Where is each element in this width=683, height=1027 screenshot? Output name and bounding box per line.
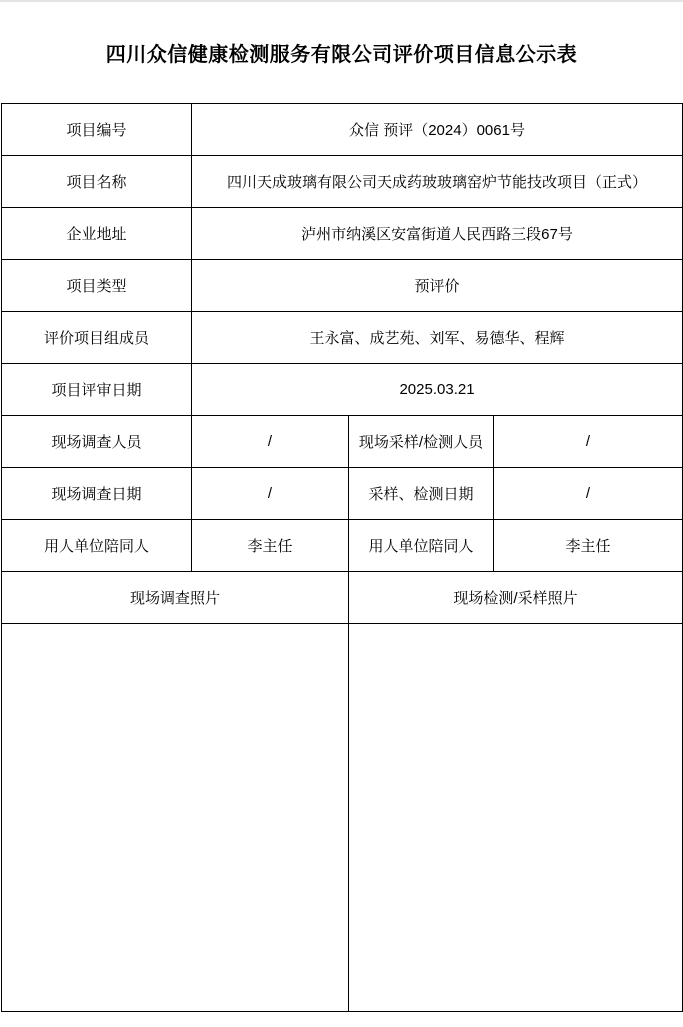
review-date-label: 项目评审日期 xyxy=(2,364,192,416)
evaluation-team-label: 评价项目组成员 xyxy=(2,312,192,364)
table-row-company-address xyxy=(2,208,683,260)
table-row-photo-area xyxy=(2,624,683,1012)
project-number-value: 众信 预评（2024）0061号 xyxy=(192,104,683,156)
sampling-date-label: 采样、检测日期 xyxy=(349,468,494,520)
project-name-label: 项目名称 xyxy=(2,156,192,208)
site-survey-date-value: / xyxy=(192,468,349,520)
employer-escort-label-1: 用人单位陪同人 xyxy=(2,520,192,572)
sampling-photos-area xyxy=(349,624,683,1012)
page-title: 四川众信健康检测服务有限公司评价项目信息公示表 xyxy=(105,44,578,66)
project-info-table xyxy=(1,103,683,1012)
project-name-value: 四川天成玻璃有限公司天成药玻玻璃窑炉节能技改项目（正式） xyxy=(192,156,683,208)
employer-escort-label-2: 用人单位陪同人 xyxy=(349,520,494,572)
table-row-review-date xyxy=(2,364,683,416)
review-date-value: 2025.03.21 xyxy=(192,364,683,416)
company-address-value: 泸州市纳溪区安富街道人民西路三段67号 xyxy=(192,208,683,260)
project-number-label: 项目编号 xyxy=(2,104,192,156)
employer-escort-value-2: 李主任 xyxy=(494,520,683,572)
employer-escort-value-1: 李主任 xyxy=(192,520,349,572)
table-row-project-number xyxy=(2,104,683,156)
table-row-project-name xyxy=(2,156,683,208)
table-row-site-survey-date xyxy=(2,468,683,520)
evaluation-team-value: 王永富、成艺苑、刘军、易德华、程辉 xyxy=(192,312,683,364)
table-row-evaluation-team xyxy=(2,312,683,364)
sampling-date-value: / xyxy=(494,468,683,520)
table-row-site-survey-personnel xyxy=(2,416,683,468)
company-address-label: 企业地址 xyxy=(2,208,192,260)
table-row-photo-headers xyxy=(2,572,683,624)
sampling-personnel-label: 现场采样/检测人员 xyxy=(349,416,494,468)
project-type-label: 项目类型 xyxy=(2,260,192,312)
table-row-employer-escort xyxy=(2,520,683,572)
site-survey-date-label: 现场调查日期 xyxy=(2,468,192,520)
sampling-photos-header: 现场检测/采样照片 xyxy=(349,572,683,624)
sampling-personnel-value: / xyxy=(494,416,683,468)
table-row-project-type xyxy=(2,260,683,312)
site-survey-personnel-label: 现场调查人员 xyxy=(2,416,192,468)
survey-photos-header: 现场调查照片 xyxy=(2,572,349,624)
title-bar xyxy=(0,2,683,103)
project-type-value: 预评价 xyxy=(192,260,683,312)
survey-photos-area xyxy=(2,624,349,1012)
site-survey-personnel-value: / xyxy=(192,416,349,468)
